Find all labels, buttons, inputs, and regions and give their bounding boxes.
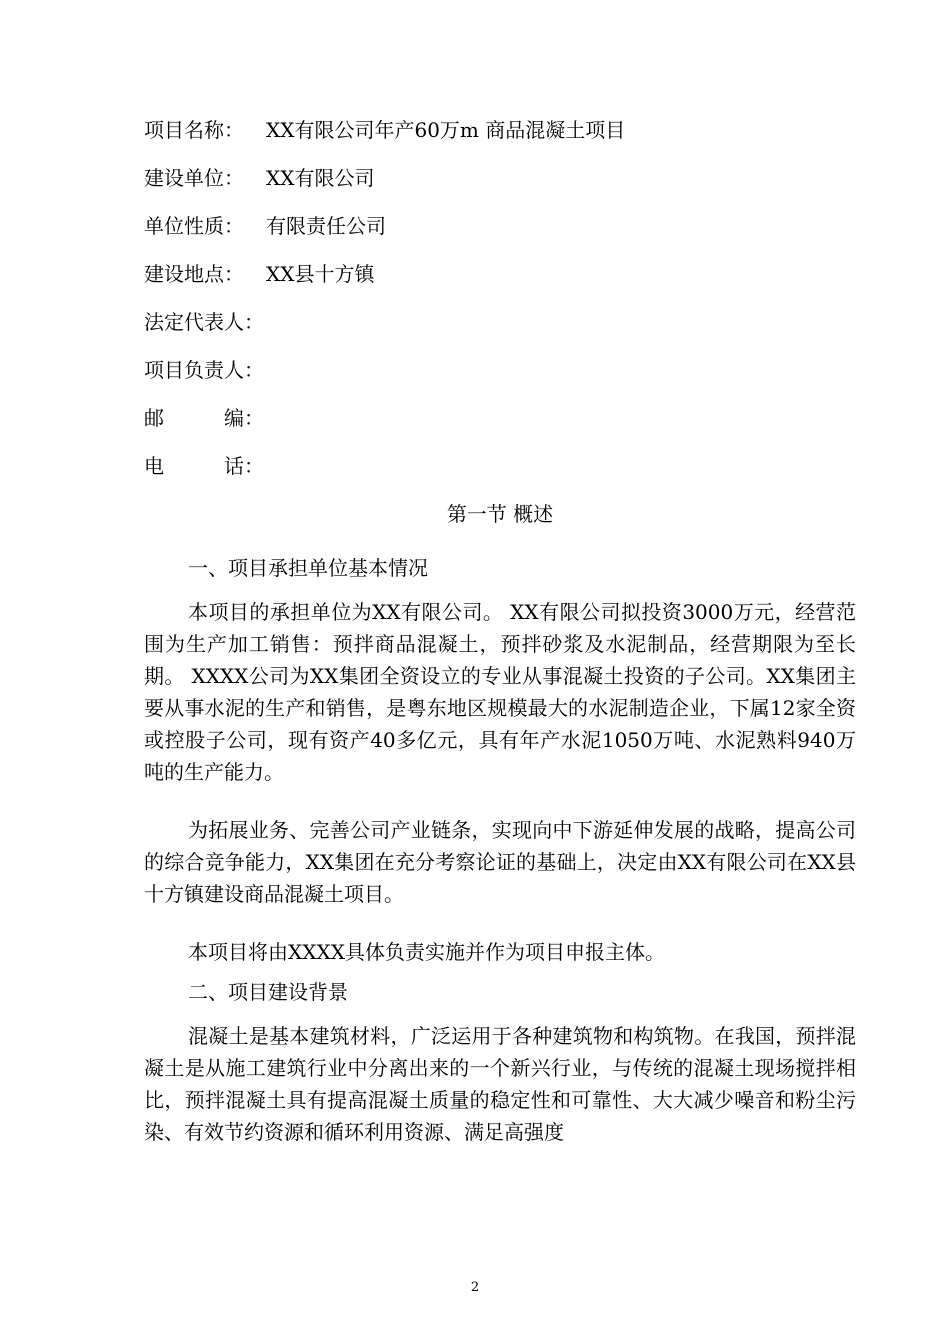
- info-value: XX有限公司年产60万m 商品混凝土项目: [266, 118, 626, 142]
- info-postcode: [144, 398, 856, 446]
- info-label: 法定代表人：: [144, 310, 264, 334]
- info-label: 邮 编：: [144, 406, 264, 430]
- info-location: [144, 254, 856, 302]
- info-project-lead: [144, 350, 856, 398]
- info-label: 建设单位：: [144, 166, 244, 190]
- heading-unit-basics: 一、项目承担单位基本情况: [188, 556, 428, 580]
- page-content: [144, 110, 856, 1148]
- paragraph: 本项目将由XXXX具体负责实施并作为项目申报主体。: [188, 940, 665, 964]
- info-value: XX有限公司: [266, 166, 375, 190]
- info-construction-unit: [144, 158, 856, 206]
- info-label: 项目负责人：: [144, 358, 264, 382]
- info-phone: [144, 446, 856, 494]
- paragraph: 本项目的承担单位为XX有限公司。 XX有限公司拟投资3000万元，经营范围为生产加工销售：预拌商品混凝土，预拌砂浆及水泥制品，经营期限为至长期。 XXXX公司为XX集团全资设立的专业从事混凝土投资的子公司。XX集团主要从事水泥的生产和销售，是粤东地区规模最大的水泥制造企业，下属12家全资或控股子公司，现有资产40多亿元，具有年产水泥1050万吨、水泥熟料940万吨的生产能力。: [144, 600, 856, 784]
- info-unit-nature: [144, 206, 856, 254]
- heading-project-background: 二、项目建设背景: [188, 980, 348, 1004]
- section-title: 第一节 概述: [446, 502, 554, 526]
- paragraph: 混凝土是基本建筑材料，广泛运用于各种建筑物和构筑物。在我国，预拌混凝土是从施工建筑行业中分离出来的一个新兴行业，与传统的混凝土现场搅拌相比，预拌混凝土具有提高混凝土质量的稳定性和可靠性、大大减少噪音和粉尘污染、有效节约资源和循环利用资源、满足高强度: [144, 1024, 856, 1144]
- info-project-name: [144, 110, 856, 158]
- info-label: 建设地点：: [144, 262, 244, 286]
- info-label: 电 话：: [144, 454, 264, 478]
- info-label: 项目名称：: [144, 118, 244, 142]
- paragraph: 为拓展业务、完善公司产业链条，实现向中下游延伸发展的战略，提高公司的综合竞争能力，XX集团在充分考察论证的基础上，决定由XX有限公司在XX县十方镇建设商品混凝土项目。: [144, 818, 856, 906]
- info-label: 单位性质：: [144, 214, 244, 238]
- page-number: 2: [470, 1280, 480, 1295]
- info-legal-rep: [144, 302, 856, 350]
- info-value: 有限责任公司: [266, 214, 386, 238]
- info-value: XX县十方镇: [266, 262, 375, 286]
